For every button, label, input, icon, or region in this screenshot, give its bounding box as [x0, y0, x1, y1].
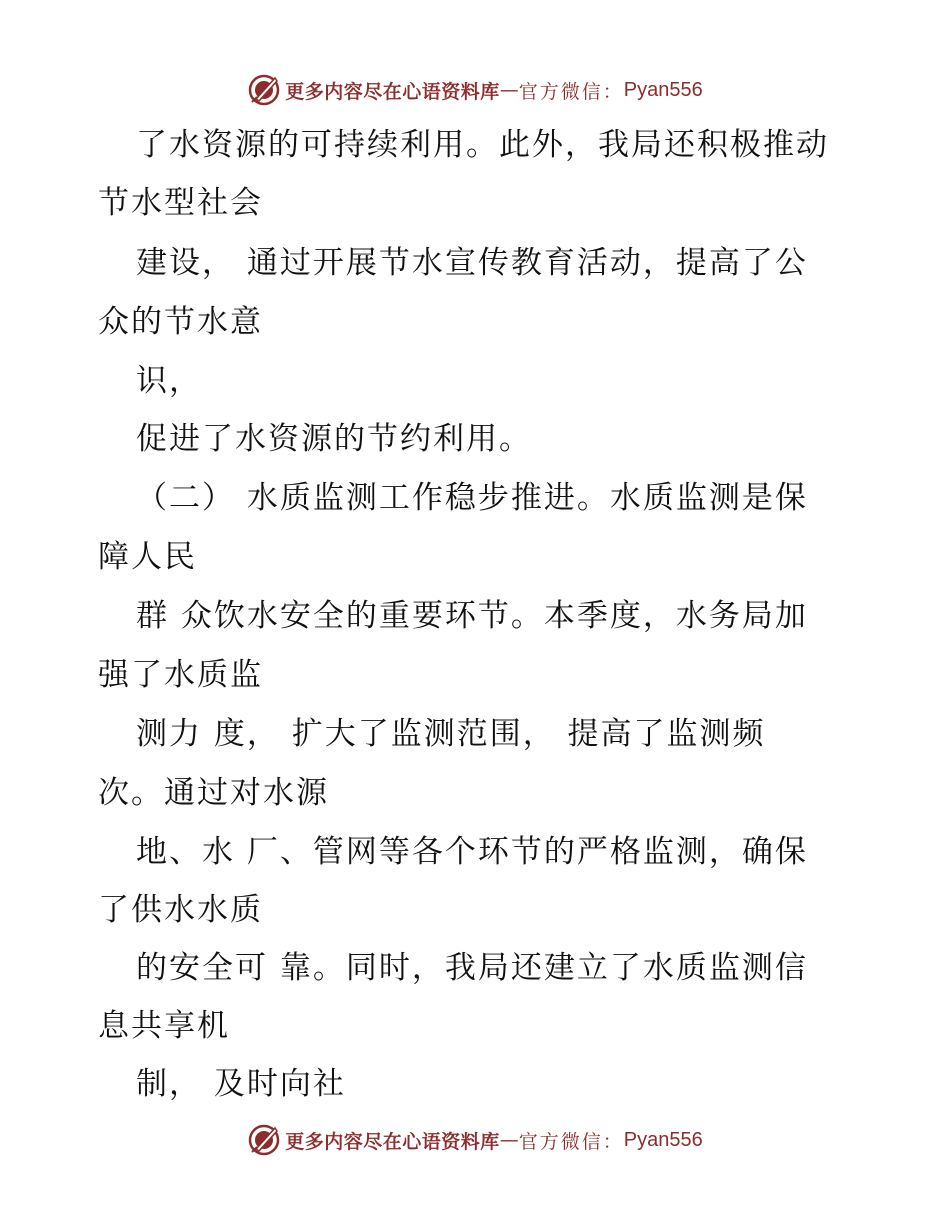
quill-pen-logo-icon: [247, 73, 281, 107]
body-line: 强了水质监: [98, 657, 263, 693]
body-line: 群 众饮水安全的重要环节。本季度，水务局加: [136, 598, 808, 634]
banner-dash: —: [499, 1129, 519, 1151]
body-line: 制， 及时向社: [136, 1066, 346, 1102]
body-line: 的安全可 靠。同时，我局还建立了水质监测信: [136, 950, 808, 986]
banner-main-text: 更多内容尽在心语资料库: [285, 1130, 500, 1153]
footer-watermark-banner: [0, 1120, 950, 1160]
banner-dash: —: [499, 79, 519, 101]
body-line: 地、水 厂、管网等各个环节的严格监测，确保: [136, 834, 808, 870]
body-line: （二） 水质监测工作稳步推进。水质监测是保: [136, 480, 808, 516]
body-line: 众的节水意: [98, 304, 263, 340]
banner-wechat-id: Pyan556: [623, 1128, 703, 1151]
body-line: 促进了水资源的节约利用。: [136, 421, 532, 457]
body-line: 障人民: [98, 539, 197, 575]
banner-wechat-id: Pyan556: [623, 78, 703, 101]
header-watermark-banner: [0, 70, 950, 110]
body-line: 节水型社会: [98, 185, 263, 221]
body-line: 次。通过对水源: [98, 775, 329, 811]
banner-wechat-label: 官方微信：: [518, 80, 624, 103]
quill-pen-logo-icon: [247, 1123, 281, 1157]
body-line: 了水资源的可持续利用。此外，我局还积极推动: [136, 127, 829, 163]
body-line: 建设， 通过开展节水宣传教育活动，提高了公: [136, 245, 808, 281]
banner-wechat-label: 官方微信：: [518, 1130, 624, 1153]
body-line: 识，: [136, 363, 202, 399]
body-line: 息共享机: [98, 1008, 230, 1044]
banner-main-text: 更多内容尽在心语资料库: [285, 80, 500, 103]
body-line: 测力 度， 扩大了监测范围， 提高了监测频: [136, 716, 766, 752]
body-line: 了供水水质: [98, 892, 263, 928]
